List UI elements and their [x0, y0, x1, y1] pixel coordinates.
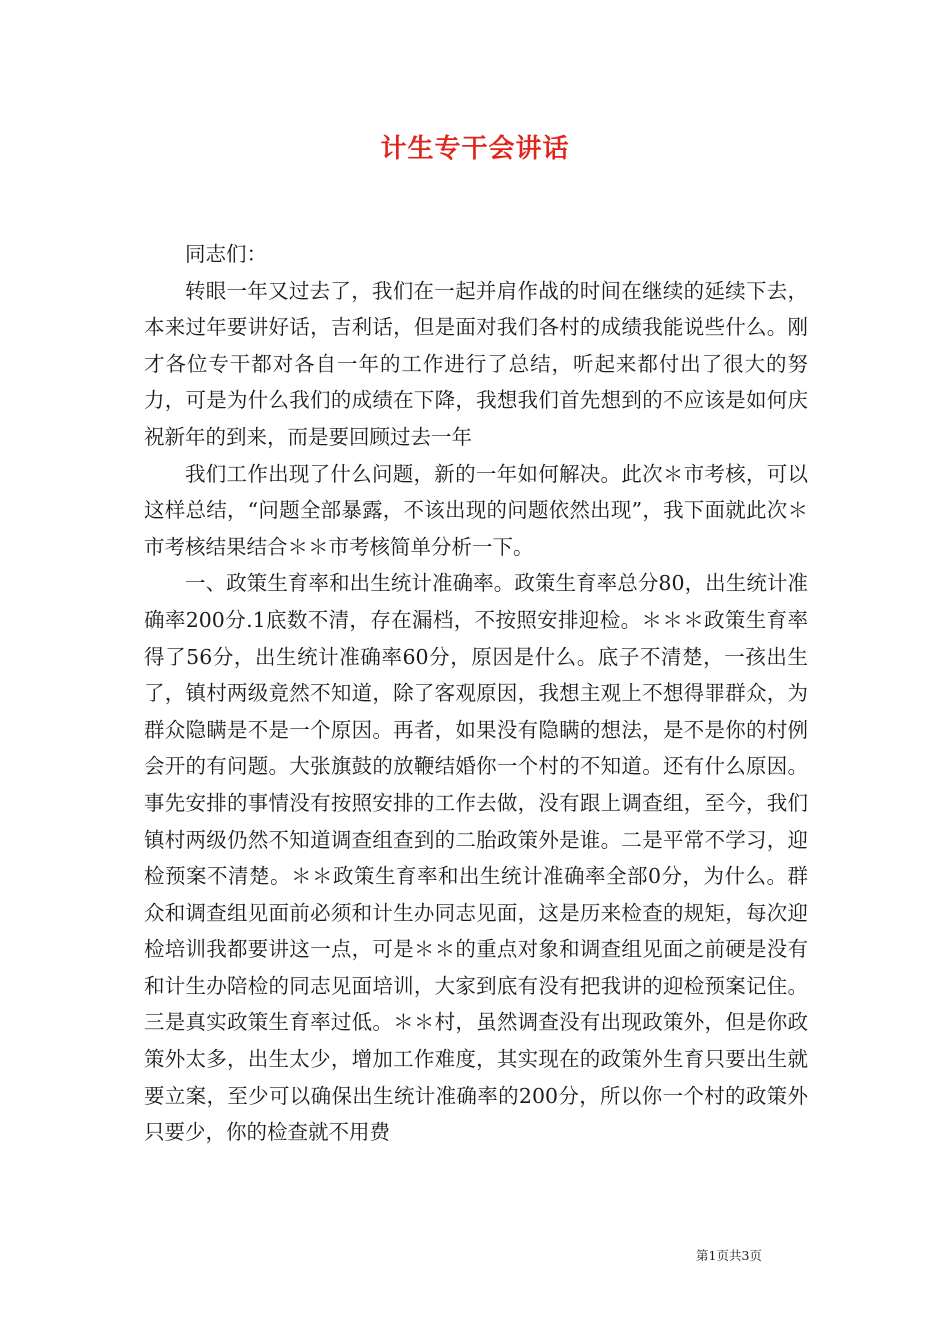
paragraph-2: 我们工作出现了什么问题，新的一年如何解决。此次＊市考核，可以这样总结，“问题全部暴露，不该出现的问题依然出现”，我下面就此次＊市考核结果结合＊＊市考核简单分析一下。	[144, 461, 808, 559]
paragraph-1: 转眼一年又过去了，我们在一起并肩作战的时间在继续的延续下去，本来过年要讲好话，吉利话，但是面对我们各村的成绩我能说些什么。刚才各位专干都对各自一年的工作进行了总结，听起来都付出了很大的努力，可是为什么我们的成绩在下降，我想我们首先想到的不应该是如何庆祝新年的到来，而是要回顾过去一年	[144, 278, 808, 449]
paragraph-3: 一、政策生育率和出生统计准确率。政策生育率总分80，出生统计准确率200分.1底数不清，存在漏档，不按照安排迎检。＊＊＊政策生育率得了56分，出生统计准确率60分，原因是什么。底子不清楚，一孩出生了，镇村两级竟然不知道，除了客观原因，我想主观上不想得罪群众，为群众隐瞒是不是一个原因。再者，如果没有隐瞒的想法，是不是你的村例会开的有问题。大张旗鼓的放鞭结婚你一个村的不知道。还有什么原因。事先安排的事情没有按照安排的工作去做，没有跟上调查组，至今，我们镇村两级仍然不知道调查组查到的二胎政策外是谁。二是平常不学习，迎检预案不清楚。＊＊政策生育率和出生统计准确率全部0分，为什么。群众和调查组见面前必须和计生办同志见面，这是历来检查的规矩，每次迎检培训我都要讲这一点，可是＊＊的重点对象和调查组见面之前硬是没有和计生办陪检的同志见面培训，大家到底有没有把我讲的迎检预案记住。三是真实政策生育率过低。＊＊村，虽然调查没有出现政策外，但是你政策外太多，出生太少，增加工作难度，其实现在的政策外生育只要出生就要立案，至少可以确保出生统计准确率的200分，所以你一个村的政策外只要少，你的检查就不用费	[144, 571, 808, 1145]
salutation: 同志们：	[185, 242, 267, 266]
document-title: 计生专干会讲话	[380, 134, 570, 164]
page-number-label: 第1页共3页	[696, 1248, 762, 1263]
page-number	[696, 1246, 836, 1264]
document-body	[144, 236, 808, 1151]
